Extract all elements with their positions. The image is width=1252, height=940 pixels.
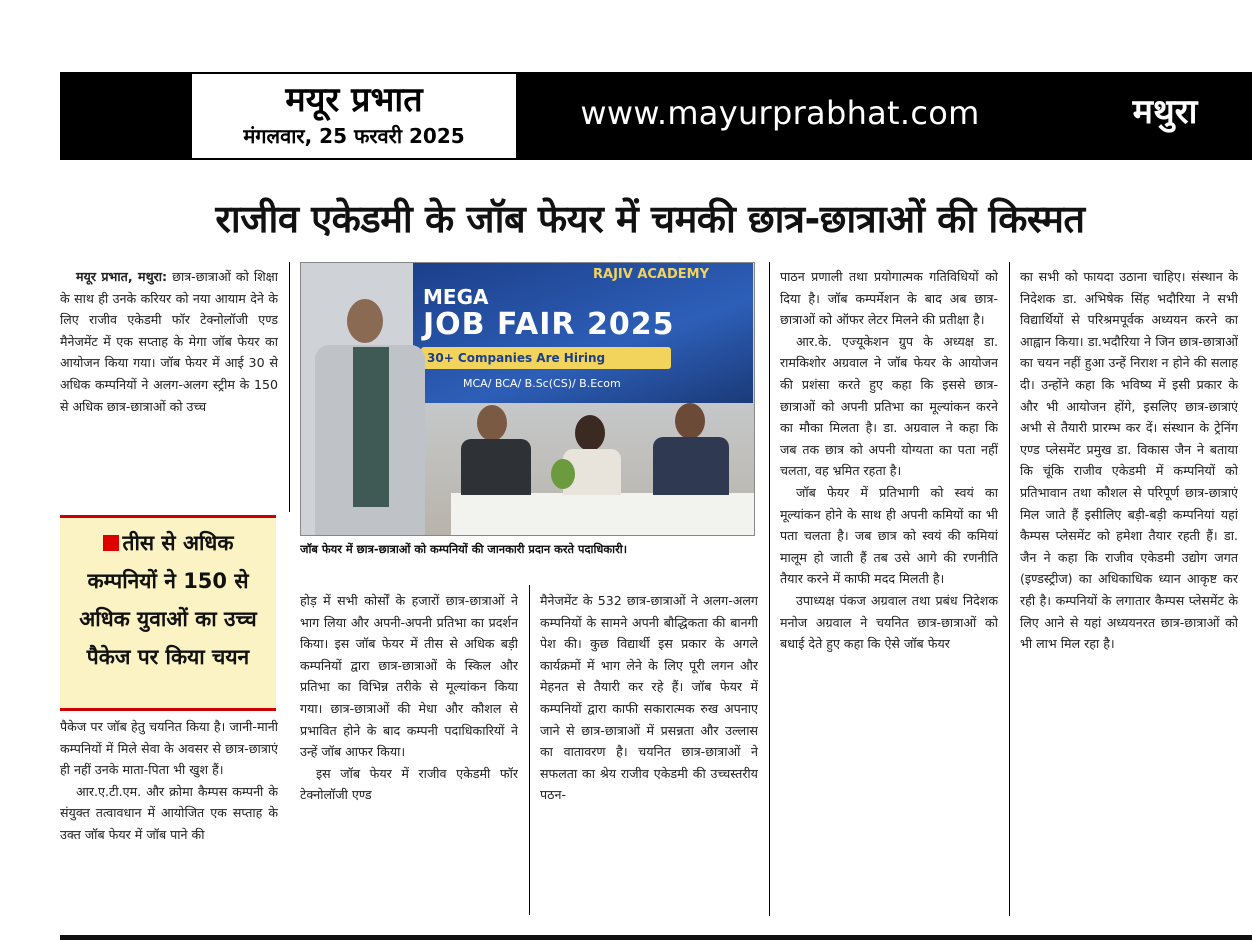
speaker-head <box>347 299 383 343</box>
city-label: मथुरा <box>1132 92 1198 132</box>
column-divider <box>529 585 530 915</box>
article-photo <box>300 262 755 536</box>
pull-quote-text: तीस से अधिक कम्पनियों ने 150 से अधिक युवाओं का उच्च पैकेज पर किया चयन <box>79 531 257 669</box>
column-5 <box>1020 266 1238 916</box>
dateline: मंगलवार, 25 फरवरी 2025 <box>243 124 465 148</box>
banner-mega: MEGA <box>423 285 489 309</box>
column-1-top <box>60 266 278 512</box>
col1-para-2: आर.ए.टी.एम. और क्रोमा कैम्पस कम्पनी के संयुक्त तत्वावधान में आयोजित एक सप्ताह के उक्त जॉब फेयर में जॉब पाने की <box>60 783 278 842</box>
banner-courses: MCA/ BCA/ B.Sc(CS)/ B.Ecom <box>463 377 621 390</box>
official-3-head <box>675 403 705 439</box>
newspaper-name: मयूर प्रभात <box>285 80 423 120</box>
col4-para-1: पाठन प्रणाली तथा प्रयोगात्मक गतिविधियों को दिया है। जॉब कम्पर्मेशन के बाद अब छात्र-छात्राओं को ऑफर लेटर मिलने की प्रतीक्षा है। <box>780 269 998 328</box>
official-1-suit <box>461 439 531 495</box>
column-4 <box>780 266 998 916</box>
banner-job-fair: JOB FAIR 2025 <box>423 307 675 342</box>
website-url: www.mayurprabhat.com <box>580 94 980 132</box>
pull-quote <box>60 518 276 682</box>
col4-para-3: जॉब फेयर में प्रतिभागी को स्वयं का मूल्यांकन होने के साथ ही अपनी कमियों का भी पता चलता है। जब छात्र को स्वयं की कमियां मालूम हो जाती हैं तब उसे आगे की रणनीति तैयार करने में काफी मदद मिलती है। <box>780 484 998 587</box>
brand-box <box>190 72 518 160</box>
col1-para-1: पैकेज पर जॉब हेतु चयनित किया है। जानी-मानी कम्पनियों में मिले सेवा के अवसर से छात्र-छात्राएं ही नहीं उनके माता-पिता भी खुश हैं। <box>60 719 278 778</box>
headline: राजीव एकेडमी के जॉब फेयर में चमकी छात्र-छात्राओं की किस्मत <box>215 197 1085 241</box>
stage-table <box>451 493 755 536</box>
banner-org: RAJIV ACADEMY <box>593 267 710 282</box>
official-2-head <box>575 415 605 451</box>
official-3-suit <box>653 437 729 495</box>
column-2 <box>300 590 518 916</box>
page-bottom-edge <box>60 935 1252 940</box>
banner-hiring: 30+ Companies Are Hiring <box>421 347 671 369</box>
job-fair-banner <box>413 263 753 403</box>
plant <box>551 459 575 489</box>
col4-para-2: आर.के. एज्यूकेशन ग्रुप के अध्यक्ष डा. रामकिशोर अग्रवाल ने जॉब फेयर के आयोजन की प्रशंसा करते हुए कहा कि इससे छात्र-छात्राओं को अपनी प्रतिभा का मूल्यांकन करने का मौका मिलता है। डा. अग्रवाल ने कहा कि जब तक छात्र को अपनी योग्यता का पता नहीं चलता, वह भ्रमित रहता है। <box>780 333 998 479</box>
column-1-bottom <box>60 716 278 912</box>
column-3 <box>540 590 758 916</box>
speaker-shirt <box>353 347 389 507</box>
byline: मयूर प्रभात, मथुरा: <box>76 269 168 284</box>
col1-top-text: छात्र-छात्राओं को शिक्षा के साथ ही उनके करियर को नया आयाम देने के लिए राजीव एकेडमी फॉर टेक्नोलॉजी एण्ड मैनेजमेंट में एक सप्ताह के मेगा जॉब फेयर का आयोजन किया गया। जॉब फेयर में आई 30 से अधिक कम्पनियों ने अलग-अलग स्ट्रीम के 150 से अधिक छात्र-छात्राओं को उच्च <box>60 269 278 414</box>
official-1-head <box>477 405 507 441</box>
pull-quote-box <box>60 515 276 711</box>
bullet-square-icon <box>103 535 119 551</box>
col5-para-1: का सभी को फायदा उठाना चाहिए। संस्थान के निदेशक डा. अभिषेक सिंह भदौरिया ने सभी विद्यार्थियों से परिश्रमपूर्वक अध्ययन करने का आह्वान किया। डा.भदौरिया ने जिन छात्र-छात्राओं का चयन नहीं हुआ उन्हें निराश न होने की सलाह दी। उन्होंने कहा कि भविष्य में इसी प्रकार के और भी आयोजन होंगे, इसलिए छात्र-छात्राएं अभी से तैयारी प्रारम्भ कर दें। संस्थान के ट्रेनिंग एण्ड प्लेसमेंट प्रमुख डा. विकास जैन ने बताया कि चूंकि राजीव एकेडमी में कम्पनियों को प्रतिभावान तथा कौशल से परिपूर्ण छात्र-छात्राएं मिल जाते हैं इसीलिए बड़ी-बड़ी कम्पनियां यहां कैम्पस प्लेसमेंट को हमेशा तैयार रहती हैं। डा. जैन ने कहा कि राजीव एकेडमी उद्योग जगत (इण्डस्ट्रीज) का अधिकाधिक ध्यान आकृष्ट कर रही है। कम्पनियों के लगातार कैम्पस प्लेसमेंट के लिए आने से यहां अध्ययनरत छात्र-छात्राओं को भी लाभ मिल रहा है। <box>1020 269 1238 652</box>
col2-para-2: इस जॉब फेयर में राजीव एकेडमी फॉर टेक्नोलॉजी एण्ड <box>300 765 518 803</box>
column-divider <box>1009 262 1010 916</box>
column-divider <box>769 262 770 916</box>
col3-para-1: मैनेजमेंट के 532 छात्र-छात्राओं ने अलग-अलग कम्पनियों के सामने अपनी बौद्धिकता की बानगी पेश की। कुछ विद्यार्थी इस प्रकार के अगले कार्यक्रमों में भाग लेने के लिए पूरी लगन और मेहनत से तैयारी कर रहे हैं। जॉब फेयर में कम्पनियों द्वारा काफी सकारात्मक रुख अपनाए जाने से छात्र-छात्राओं में प्रसन्नता और उल्लास का वातावरण है। चयनित छात्र-छात्राओं ने सफलता का श्रेय राजीव एकेडमी की उच्चस्तरीय पठन- <box>540 593 758 803</box>
col4-para-4: उपाध्यक्ष पंकज अग्रवाल तथा प्रबंध निदेशक मनोज अग्रवाल ने चयनित छात्र-छात्राओं को बधाई देते हुए कहा कि ऐसे जॉब फेयर <box>780 592 998 652</box>
col2-para-1: होड़ में सभी कोर्सों के हजारों छात्र-छात्राओं ने भाग लिया और अपनी-अपनी प्रतिभा का प्रदर्शन किया। इस जॉब फेयर में तीस से अधिक बड़ी कम्पनियों द्वारा छात्र-छात्राओं के स्किल और प्रतिभा का विभिन्न तरीके से मूल्यांकन किया गया। छात्र-छात्राओं की मेधा और कौशल से प्रभावित होने के बाद कम्पनी पदाधिकारियों ने उन्हें जॉब आफर किया। <box>300 593 518 760</box>
photo-caption: जॉब फेयर में छात्र-छात्राओं को कम्पनियों की जानकारी प्रदान करते पदाधिकारी। <box>300 542 628 556</box>
column-divider <box>289 262 290 512</box>
